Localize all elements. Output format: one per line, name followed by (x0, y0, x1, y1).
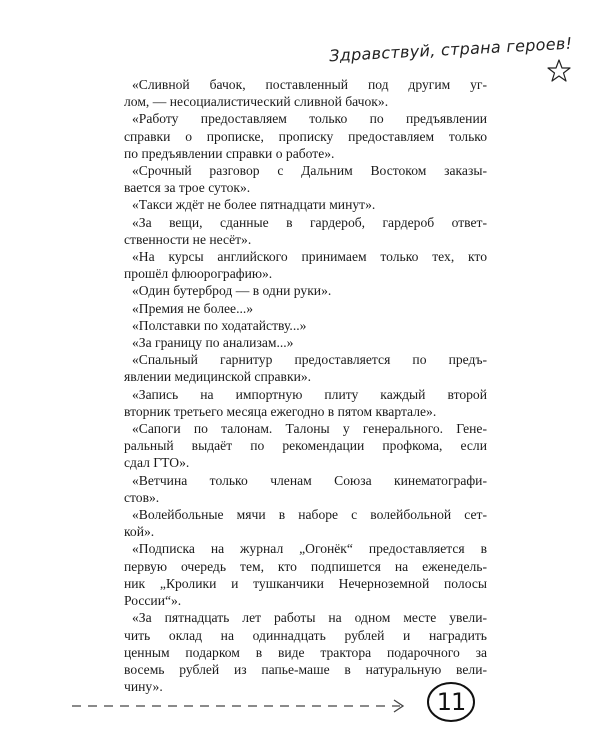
text-line: по предъявлении справки о работе». (124, 145, 335, 161)
text-line: «Такси ждёт не более пятнадцати минут». (132, 197, 376, 213)
text-line: восемь рублей из папье-маше в натуральную вели- (124, 661, 487, 677)
paragraph (124, 472, 487, 506)
paragraph (124, 248, 487, 282)
text-line: справки о прописке, прописку предоставляем только (124, 128, 487, 144)
text-line: кой». (124, 524, 155, 540)
text-line: вается за трое суток». (124, 180, 251, 196)
text-line: «Ветчина только членам Союза кинематографи- (132, 472, 487, 488)
text-line: «Волейбольные мячи в наборе с волейбольной сет- (132, 507, 487, 523)
text-line: «Сливной бачок, поставленный под другим уг- (132, 77, 487, 92)
text-line: явлении медицинской справки». (124, 369, 312, 385)
paragraph (124, 162, 487, 196)
main-text (124, 76, 487, 695)
paragraph (124, 282, 487, 299)
paragraph (124, 76, 487, 110)
text-line: «Сапоги по талонам. Талоны у генерального. Гене- (132, 421, 487, 437)
paragraph (124, 214, 487, 248)
text-line: «Один бутерброд — в одни руки». (132, 283, 332, 299)
paragraph (124, 540, 487, 609)
text-line: сдал ГТО». (124, 455, 190, 471)
paragraph (124, 334, 487, 351)
paragraph (124, 110, 487, 162)
text-line: прошёл флюорографию». (124, 266, 273, 282)
text-line: ценным подарком в виде трактора подарочного за (124, 644, 487, 660)
star-icon (546, 58, 572, 84)
text-line: лом, — несоциалистический сливной бачок». (124, 94, 389, 110)
paragraph (124, 196, 487, 213)
paragraph (124, 420, 487, 472)
paragraph (124, 351, 487, 385)
text-line: стов». (124, 489, 160, 505)
text-line: «Спальный гарнитур предоставляется по предъ- (132, 352, 487, 368)
text-line: «Работу предоставляем только по предъявлении (132, 111, 487, 127)
paragraph (124, 300, 487, 317)
paragraph (124, 506, 487, 540)
paragraph (124, 317, 487, 334)
page-footer (70, 680, 540, 730)
text-line: вторник третьего месяца ежегодно в пятом квартале». (124, 403, 437, 419)
paragraph (124, 386, 487, 420)
page-number: 11 (436, 688, 466, 716)
text-line: «Подписка на журнал „Огонёк“ предоставляется в (132, 541, 487, 557)
text-line: «За вещи, сданные в гардероб, гардероб ответ- (132, 214, 487, 230)
text-line: чить оклад на одиннадцать рублей и наградить (124, 627, 487, 643)
text-line: «За пятнадцать лет работы на одном месте увели- (132, 610, 487, 626)
text-line: «Премия не более...» (132, 300, 254, 316)
text-line: «За границу по анализам...» (132, 335, 294, 351)
text-line: «Срочный разговор с Дальним Востоком заказы- (132, 163, 487, 179)
text-line: ственности не несёт». (124, 231, 252, 247)
text-line: первую очередь тем, кто подпишется на еженедель- (124, 558, 487, 574)
text-line: «Полставки по ходатайству...» (132, 317, 307, 333)
running-header (328, 33, 573, 66)
text-line: чину». (124, 679, 163, 695)
header-title: Здравствуй, страна героев! (328, 33, 573, 66)
text-line: «На курсы английского принимаем только тех, кто (132, 249, 487, 265)
text-line: России“». (124, 593, 182, 609)
text-line: ник „Кролики и тушканчики Нечерноземной полосы (124, 575, 487, 591)
page-number-badge (425, 680, 477, 724)
dashed-arrow-icon (70, 696, 410, 716)
text-line: «Запись на импортную плиту каждый второй (132, 386, 487, 402)
text-line: ральный выдаёт по рекомендации профкома, если (124, 438, 487, 454)
